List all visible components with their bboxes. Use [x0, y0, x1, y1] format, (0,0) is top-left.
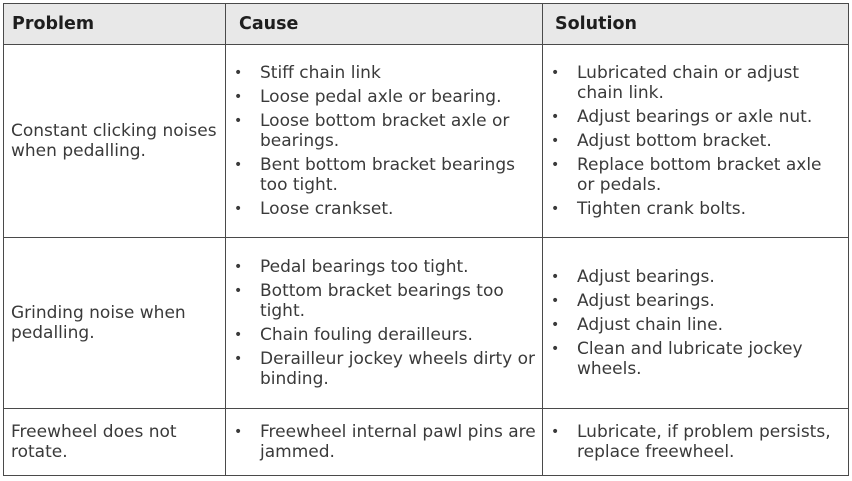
- list-item: • Adjust chain line.: [547, 315, 842, 335]
- list-item: • Chain fouling derailleurs.: [230, 325, 536, 345]
- cause-list: [230, 63, 536, 219]
- list-item: • Lubricate, if problem persists, replace freewheel.: [547, 422, 842, 462]
- list-item: • Clean and lubricate jockey wheels.: [547, 339, 842, 379]
- list-item: • Adjust bearings.: [547, 267, 842, 287]
- solution-cell: [543, 238, 849, 409]
- cause-cell: [226, 238, 543, 409]
- list-item: • Loose crankset.: [230, 199, 536, 219]
- list-item: • Adjust bearings.: [547, 291, 842, 311]
- problem-cell: Freewheel does not rotate.: [4, 409, 226, 476]
- list-item: • Adjust bottom bracket.: [547, 131, 842, 151]
- cause-list: [230, 422, 536, 462]
- list-item: • Stiff chain link: [230, 63, 536, 83]
- cause-cell: [226, 45, 543, 238]
- header-solution: Solution: [543, 4, 849, 45]
- list-item: • Loose bottom bracket axle or bearings.: [230, 111, 536, 151]
- solution-cell: [543, 409, 849, 476]
- list-item: • Replace bottom bracket axle or pedals.: [547, 155, 842, 195]
- problem-cell: Constant clicking noises when pedalling.: [4, 45, 226, 238]
- header-cause: Cause: [226, 4, 543, 45]
- list-item: • Loose pedal axle or bearing.: [230, 87, 536, 107]
- list-item: • Freewheel internal pawl pins are jammed.: [230, 422, 536, 462]
- solution-list: [547, 267, 842, 379]
- list-item: • Lubricated chain or adjust chain link.: [547, 63, 842, 103]
- list-item: • Pedal bearings too tight.: [230, 257, 536, 277]
- solution-cell: [543, 45, 849, 238]
- table-row: [4, 409, 849, 476]
- solution-list: [547, 63, 842, 219]
- table-row: [4, 45, 849, 238]
- list-item: • Derailleur jockey wheels dirty or binding.: [230, 349, 536, 389]
- cause-list: [230, 257, 536, 389]
- list-item: • Tighten crank bolts.: [547, 199, 842, 219]
- list-item: • Bottom bracket bearings too tight.: [230, 281, 536, 321]
- table-row: [4, 238, 849, 409]
- cause-cell: [226, 409, 543, 476]
- problem-cell: Grinding noise when pedalling.: [4, 238, 226, 409]
- header-problem: Problem: [4, 4, 226, 45]
- solution-list: [547, 422, 842, 462]
- list-item: • Adjust bearings or axle nut.: [547, 107, 842, 127]
- list-item: • Bent bottom bracket bearings too tight.: [230, 155, 536, 195]
- header-row: [4, 4, 849, 45]
- troubleshooting-table: [3, 3, 849, 476]
